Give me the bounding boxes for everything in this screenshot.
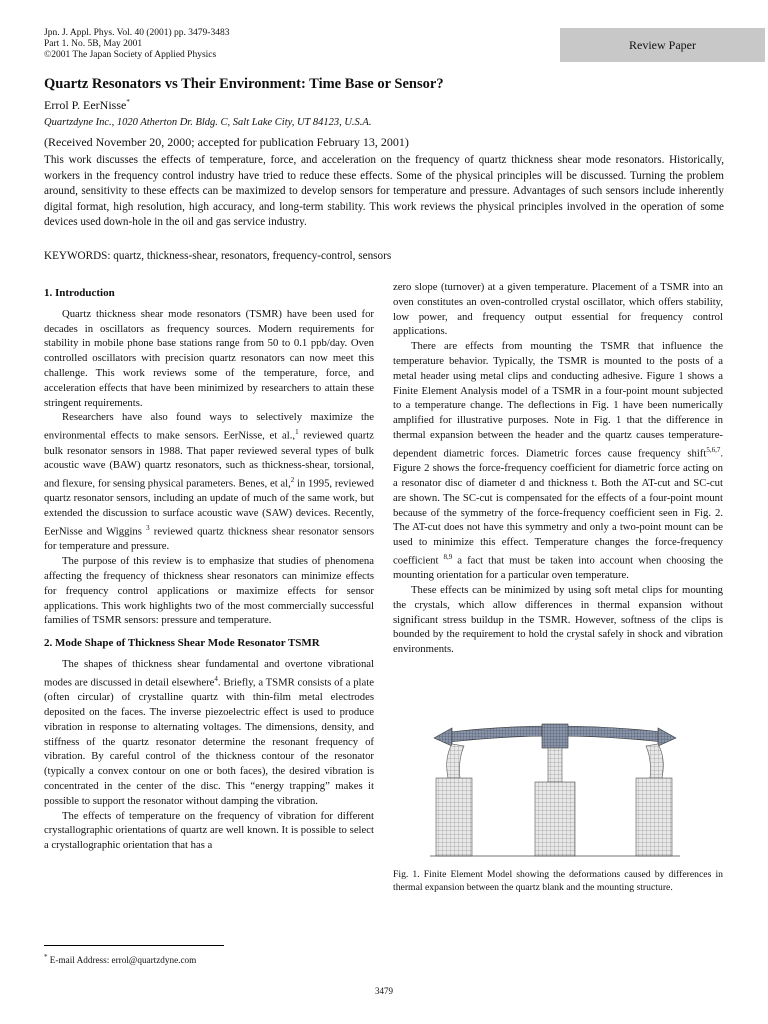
text-run: reviewed quartz bulk resonator sensors in 1988. That paper reviewed several types of bulk acoustic wave (BAW) quartz resonators, such as thickness-shear, torsional, and flexure, for sensing physical parameters. Benes, et al,	[44, 429, 374, 490]
text-run: The shapes of thickness shear fundamental and overtone vibrational modes are discussed in detail elsewhere	[44, 658, 374, 689]
fem-figure	[430, 718, 680, 858]
center-clamp	[542, 724, 568, 748]
left-clip	[447, 744, 464, 778]
mode-paragraph-2: The effects of temperature on the frequency of vibration for different crystallographic orientations of quartz are well known. It is possible to select a crystallographic orientation that has a	[44, 809, 374, 852]
footnote	[44, 953, 196, 965]
intro-paragraph-2	[44, 410, 374, 554]
footnote-rule	[44, 945, 224, 946]
clip-left-tip	[434, 728, 452, 746]
section-1-heading: 1. Introduction	[44, 287, 115, 299]
text-run: in 1995, reviewed quartz resonator sensors, including an update of much of the same work, but extended the discussion to surface acoustic wave (SAW) devices. Recently, EerNisse and Wiggins	[44, 477, 374, 538]
left-post	[436, 778, 472, 856]
citation: 8,9	[443, 552, 453, 561]
keywords: KEYWORDS: quartz, thickness-shear, resonators, frequency-control, sensors	[44, 250, 392, 262]
right-paragraph-0: zero slope (turnover) at a given temperature. Placement of a TSMR into an oven constitutes an oven-controlled crystal oscillator, which offers stability, low power, and frequency output essential for frequency control applications.	[393, 281, 723, 338]
right-paragraph-2: These effects can be minimized by using soft metal clips for mounting the crystals, which allow differences in thermal expansion without significant stress buildup in the TSMR. However, softness of the clips is bounded by the requirement to hold the crystal safely in shock and vibration environments.	[393, 584, 723, 656]
author-name: Errol P. EerNisse	[44, 98, 127, 112]
journal-header	[44, 28, 229, 61]
clip-right-tip	[658, 728, 676, 746]
text-run: . Briefly, a TSMR consists of a plate (often circular) of crystalline quartz with thin-film metal electrodes deposited on the faces. The inverse piezoelectric effect is used to produce vibration in response to alternating voltages. The dimensions, density, and stiffness of the quartz resonator determine the resonant frequency of vibration. By careful control of the thickness contour of the resonator (typically a convex contour on one or both faces), the desired vibration is concentrated in the center of the disc. This “energy trapping” makes it possible to support the resonator without damping the vibration.	[44, 676, 374, 807]
center-stem	[548, 748, 562, 782]
center-post	[535, 782, 575, 856]
right-post	[636, 778, 672, 856]
section-2-heading: 2. Mode Shape of Thickness Shear Mode Resonator TSMR	[44, 637, 320, 650]
text-run: Researchers have also found ways to selectively maximize the environmental effects to make sensors. EerNisse, et al.,	[44, 411, 374, 442]
right-paragraph-1	[393, 339, 723, 583]
author-mark: *	[126, 98, 130, 106]
citation: 5,6,7	[706, 445, 721, 454]
citation: 2	[290, 476, 295, 485]
citation: 1	[295, 428, 299, 437]
page-number: 3479	[375, 986, 393, 996]
part-line: Part 1. No. 5B, May 2001	[44, 39, 143, 49]
text-run: . Figure 2 shows the force-frequency coefficient for diametric force acting on a resonator disc of diameter d and thickness t. Both the AT-cut and SC-cut are shown. The SC-cut is compensated for the effects of a four-point mount because of the symmetry of the force-frequency coefficient seen in Fig. 2. The AT-cut does not have this symmetry and only a two-point mount can be used to minimize this effect. Temperature changes the force-frequency coefficient	[393, 447, 723, 567]
paper-title: Quartz Resonators vs Their Environment: Time Base or Sensor?	[44, 76, 444, 92]
text-run: reviewed quartz thickness shear resonator sensors for temperature and pressure.	[44, 525, 374, 553]
left-column	[44, 282, 374, 853]
abstract: This work discusses the effects of temperature, force, and acceleration on the frequency of quartz thickness shear mode resonators. Historically, workers in the frequency control industry have tried to reduce these effects. Some of the physical principles will be discussed. Turning the problem around, sensitivity to these effects can be maximized to develop sensors for temperature and pressure. Advantages of such sensors include inherently digital format, high resolution, high accuracy, and long-term stability. This work reviews the physical principles involved in the operation of some devices used down-hole in the oil and gas service industry.	[44, 154, 724, 229]
text-run: a fact that must be taken into account when choosing the mounting orientation for a particular oven temperature.	[393, 554, 723, 582]
citation: 4	[214, 674, 218, 683]
right-column	[393, 280, 723, 657]
journal-line: Jpn. J. Appl. Phys. Vol. 40 (2001) pp. 3479-3483	[44, 28, 230, 38]
review-label: Review Paper	[629, 37, 696, 52]
right-clip	[646, 744, 663, 778]
intro-paragraph-3: The purpose of this review is to emphasize that studies of phenomena affecting the frequency of thickness shear resonators can minimize effects for frequency control applications or maximize effects for sensor applications. This work highlights two of the most commercially successful families of TSMR sensors: pressure and temperature.	[44, 555, 374, 627]
affiliation: Quartzdyne Inc., 1020 Atherton Dr. Bldg. C, Salt Lake City, UT 84123, U.S.A.	[44, 117, 372, 128]
text-run: There are effects from mounting the TSMR that influence the temperature behavior. Typically, the TSMR is mounted to the posts of a metal header using metal clips and conducting adhesive. Figure 1 shows a Finite Element Analysis model of a TSMR in a four-point mount subjected to a temperature change. The deflections in Fig. 1 have been numerically amplified for illustrative purposes. Note in Fig. 1 that the difference in thermal expansion between the header and the quartz causes temperature-dependent diametric forces. Diametric forces cause frequency shift	[393, 340, 723, 460]
author-line	[44, 98, 130, 113]
received-dates: (Received November 20, 2000; accepted for publication February 13, 2001)	[44, 135, 409, 149]
footnote-mark: *	[44, 953, 48, 961]
intro-paragraph-1: Quartz thickness shear mode resonators (TSMR) have been used for decades in oscillators as frequency sources. Modern requirements for stability in mobile phone base stations range from 50 to 0.1 ppb/day. Oven controlled oscillators with precision quartz resonators can now meet this challenge. This work reviews some of the temperature, force, and acceleration effects that have been minimized by researchers to attain these stringent requirements.	[44, 307, 374, 409]
review-paper-badge	[560, 28, 765, 62]
citation: 3	[146, 524, 150, 533]
figure-caption: Fig. 1. Finite Element Model showing the deformations caused by differences in thermal expansion between the quartz blank and the mounting structure.	[393, 869, 723, 893]
mode-paragraph-1	[44, 657, 374, 809]
footnote-text: E-mail Address: errol@quartzdyne.com	[49, 955, 197, 966]
copyright-line: ©2001 The Japan Society of Applied Physics	[44, 50, 217, 60]
